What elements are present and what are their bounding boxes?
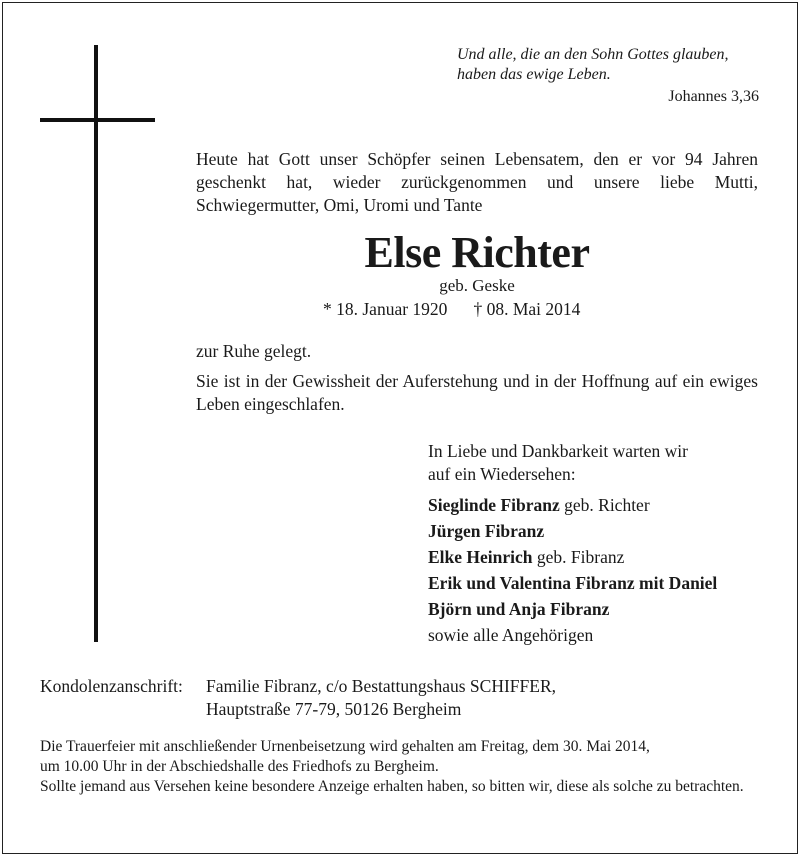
- mourners-list: [428, 492, 788, 648]
- funeral-line: Sollte jemand aus Versehen keine besondere Anzeige erhalten haben, so bitten wir, diese als solche zu betrachten.: [40, 778, 744, 795]
- mourner-suffix: geb. Fibranz: [532, 547, 625, 567]
- verse-line: haben das ewige Leben.: [457, 66, 611, 83]
- funeral-line: Die Trauerfeier mit anschließender Urnenbeisetzung wird gehalten am Freitag, dem 30. Mai 2014,: [40, 738, 650, 755]
- condolence-address: [206, 675, 556, 721]
- mourner-name: Jürgen Fibranz: [428, 521, 545, 541]
- waiting-text: [428, 440, 768, 486]
- waiting-line: In Liebe und Dankbarkeit warten wir: [428, 441, 688, 461]
- intro-text: Heute hat Gott unser Schöpfer seinen Lebensatem, den er vor 94 Jahren geschenkt hat, wieder zurückgenommen und unsere liebe Mutti, Schwiegermutter, Omi, Uromi und Tante: [196, 149, 758, 215]
- cross-icon: [94, 45, 98, 642]
- address-line: Familie Fibranz, c/o Bestattungshaus SCHIFFER,: [206, 676, 556, 696]
- other-relatives: sowie alle Angehörigen: [428, 625, 594, 645]
- bible-verse: [457, 45, 769, 85]
- mourner: [428, 518, 788, 544]
- mourner: [428, 596, 788, 622]
- condolence-label: Kondolenzanschrift:: [40, 676, 183, 696]
- deceased-name: Else Richter: [364, 228, 590, 277]
- waiting-line: auf ein Wiedersehen:: [428, 464, 576, 484]
- rest-text: zur Ruhe gelegt.: [196, 341, 312, 361]
- mourner: [428, 544, 788, 570]
- verse-line: Und alle, die an den Sohn Gottes glauben,: [457, 46, 729, 63]
- mourner-name: Elke Heinrich: [428, 547, 533, 567]
- cross-icon-bar: [40, 118, 155, 122]
- death-date: † 08. Mai 2014: [473, 299, 581, 319]
- mourner-name: Erik und Valentina Fibranz mit Daniel: [428, 573, 718, 593]
- verse-reference: Johannes 3,36: [668, 88, 759, 105]
- funeral-line: um 10.00 Uhr in der Abschiedshalle des Friedhofs zu Bergheim.: [40, 758, 439, 775]
- birth-date: * 18. Januar 1920: [323, 299, 448, 319]
- mourner: [428, 492, 788, 518]
- mourner: [428, 570, 788, 596]
- notice-border: [2, 2, 798, 854]
- faith-text: Sie ist in der Gewissheit der Auferstehung und in der Hoffnung auf ein ewiges Leben eingeschlafen.: [196, 371, 758, 414]
- mourner-name: Björn und Anja Fibranz: [428, 599, 610, 619]
- mourner-name: Sieglinde Fibranz: [428, 495, 560, 515]
- mourner-suffix: geb. Richter: [559, 495, 650, 515]
- funeral-info: [40, 737, 760, 797]
- life-dates: [323, 298, 580, 320]
- address-line: Hauptstraße 77-79, 50126 Bergheim: [206, 699, 462, 719]
- birth-name: geb. Geske: [439, 276, 515, 295]
